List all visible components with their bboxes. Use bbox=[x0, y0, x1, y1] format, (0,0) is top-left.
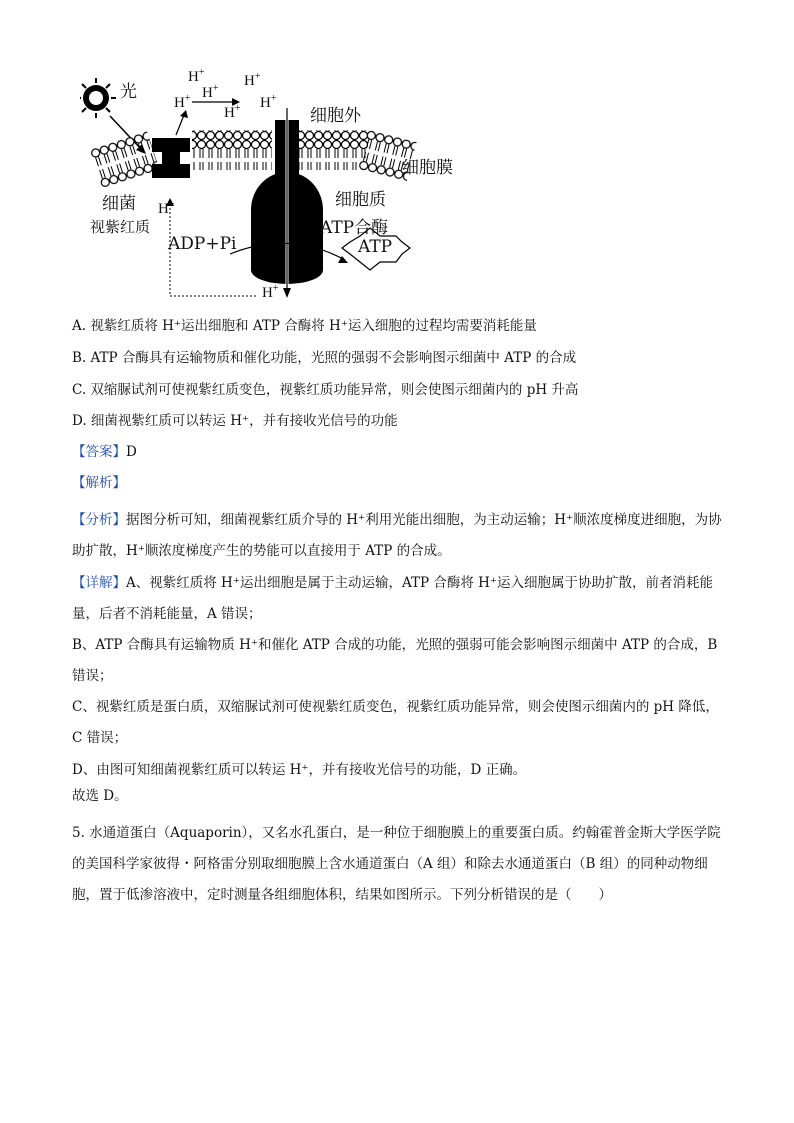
detail-d-paragraph: D、由图可知细菌视紫红质可以转运 H⁺，并有接收光信号的功能，D 正确。 bbox=[72, 762, 527, 778]
sun-icon bbox=[80, 78, 116, 118]
lipid-bilayer bbox=[90, 130, 417, 188]
h-plus-text: H bbox=[188, 69, 199, 85]
option-c: C. 双缩脲试剂可使视紫红质变色，视紫红质功能异常，则会使图示细菌内的 pH 升高 bbox=[72, 382, 579, 398]
option-b: B. ATP 合酶具有运输物质和催化功能，光照的强弱不会影响图示细菌中 ATP 的合成 bbox=[72, 350, 577, 366]
h-plus-label: H+ bbox=[260, 93, 277, 111]
detail-b-paragraph: B、ATP 合酶具有运输物质 H⁺和催化 ATP 合成的功能，光照的强弱可能会影响图示细菌中 ATP 的合成，B 错误； bbox=[72, 637, 718, 684]
analysis-heading bbox=[72, 473, 126, 493]
h-plus-text: H bbox=[260, 95, 271, 111]
h-plus-label: H+ bbox=[188, 67, 205, 85]
atp-synthase-label: ATP合酶 bbox=[320, 218, 389, 238]
analysis-subtag: 【分析】 bbox=[72, 512, 126, 528]
detail-a-paragraph bbox=[72, 568, 722, 630]
outside-label: 细胞外 bbox=[310, 106, 361, 126]
answer-value: D bbox=[126, 444, 137, 460]
question-5: 5. 水通道蛋白（Aquaporin），又名水孔蛋白，是一种位于细胞膜上的重要蛋白质。约翰霍普金斯大学医学院的美国科学家彼得・阿格雷分别取细胞膜上含水通道蛋白（A 组）和除去水通道蛋白（B 组）的同种动物细胞，置于低渗溶液中，定时测量各组细胞体积，结果如图所示。下列分析错误的是（ ） bbox=[72, 825, 721, 903]
membrane-diagram-svg bbox=[80, 60, 480, 310]
h-plus-text: H bbox=[244, 73, 255, 89]
answer-tag: 【答案】 bbox=[72, 444, 126, 460]
bacteria-label: 细菌 bbox=[102, 194, 136, 214]
analysis-paragraph bbox=[72, 505, 722, 567]
detail-c-paragraph: C、视紫红质是蛋白质，双缩脲试剂可使视紫红质变色，视紫红质功能异常，则会使图示细菌内的 pH 降低，C 错误； bbox=[72, 699, 719, 746]
adp-label: ADP+Pi bbox=[168, 234, 237, 254]
h-plus-text: H bbox=[174, 95, 185, 111]
h-plus-label: H+ bbox=[158, 199, 175, 217]
h-plus-label: H+ bbox=[174, 93, 191, 111]
analysis-text: 据图分析可知，细菌视紫红质介导的 H⁺利用光能出细胞，为主动运输；H⁺顺浓度梯度进细胞，为协助扩散，H⁺顺浓度梯度产生的势能可以直接用于 ATP 的合成。 bbox=[72, 512, 722, 559]
detail-a-text: A、视紫红质将 H⁺运出细胞是属于主动运输，ATP 合酶将 H⁺运入细胞属于协助扩散，前者消耗能量，后者不消耗能量，A 错误； bbox=[72, 575, 714, 622]
membrane-label: 细胞膜 bbox=[402, 158, 453, 178]
analysis-tag: 【解析】 bbox=[72, 475, 126, 491]
light-label: 光 bbox=[120, 82, 137, 102]
h-plus-text: H bbox=[224, 105, 235, 121]
h-plus-text: H bbox=[158, 201, 169, 217]
option-d: D. 细菌视紫红质可以转运 H⁺，并有接收光信号的功能 bbox=[72, 413, 398, 429]
answer-line bbox=[72, 442, 137, 462]
atp-label: ATP bbox=[358, 237, 393, 257]
cytoplasm-label: 细胞质 bbox=[335, 190, 386, 210]
conclusion: 故选 D。 bbox=[72, 788, 128, 804]
h-plus-label: H+ bbox=[202, 83, 219, 101]
h-plus-label: H+ bbox=[262, 283, 279, 301]
h-plus-label: H+ bbox=[244, 71, 261, 89]
h-plus-text: H bbox=[202, 85, 213, 101]
membrane-diagram bbox=[80, 60, 480, 310]
detail-tag: 【详解】 bbox=[72, 575, 126, 591]
rhodopsin-protein bbox=[152, 138, 190, 178]
h-plus-text: H bbox=[262, 285, 273, 301]
h-plus-label: H+ bbox=[224, 103, 241, 121]
option-a: A. 视紫红质将 H⁺运出细胞和 ATP 合酶将 H⁺运入细胞的过程均需要消耗能量 bbox=[72, 318, 537, 334]
rhodopsin-label: 视紫红质 bbox=[90, 218, 151, 236]
